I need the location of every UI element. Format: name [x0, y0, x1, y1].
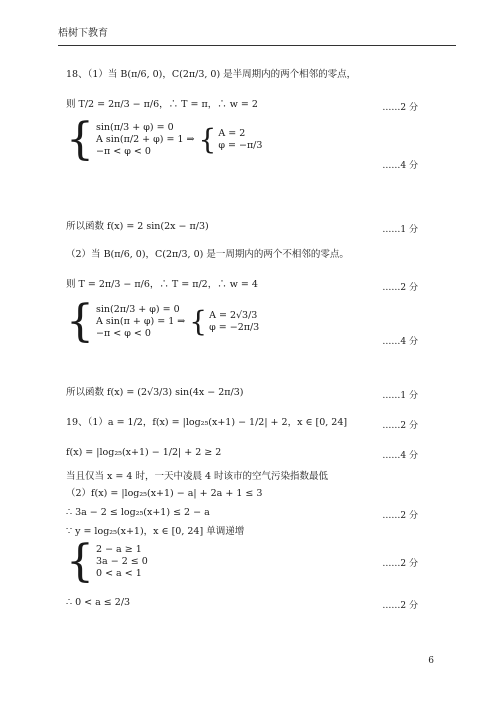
q19-score-a: ……2 分: [382, 421, 418, 431]
q18-sys1-eq1: sin(π/3 + φ) = 0: [96, 122, 174, 134]
q19-line6: ∵ y = log₂₅(x+1)，x ∈ [0, 24] 单调递增: [66, 526, 245, 537]
q18-line3: 所以函数 f(x) = 2 sin(2x − π/3): [66, 221, 209, 232]
q19-line3: 当且仅当 x = 4 时，一天中凌晨 4 时该市的空气污染指数最低: [66, 471, 329, 482]
q18-sys1-res2: φ = −π/3: [218, 140, 263, 151]
q19-sys-eq2: 3a − 2 ≤ 0: [96, 556, 148, 568]
brace-symbol: {: [66, 114, 94, 165]
q18-score4: ……4 分: [382, 161, 418, 171]
q18-sys2-res2: φ = −2π/3: [209, 322, 260, 333]
q18-sys2-res1: A = 2√3/3: [209, 310, 258, 322]
brace-symbol: {: [198, 123, 217, 156]
q19-score-e: ……2 分: [382, 601, 418, 611]
q19-score-d: ……2 分: [382, 559, 418, 569]
brace-symbol: {: [189, 305, 208, 338]
q18-line2: 则 T/2 = 2π/3 − π/6，∴ T = π，∴ w = 2: [66, 99, 258, 110]
q19-line1: 19、（1）a = 1/2，f(x) = |log₂₅(x+1) − 1/2| + 2，x ∈ [0, 24]: [66, 417, 348, 428]
q18-line4: （2）当 B(π/6, 0)，C(2π/3, 0) 是一周期内的两个不相邻的零点。: [66, 249, 349, 260]
q18-sys2-eq1: sin(2π/3 + φ) = 0: [96, 304, 180, 316]
brace-symbol: {: [66, 296, 94, 347]
q19-system: [66, 536, 148, 587]
q19-line5: ∴ 3a − 2 ≤ log₂₅(x+1) ≤ 2 − a: [66, 507, 210, 518]
q18-sys1-res1: A = 2: [218, 128, 246, 140]
q18-score1b: ……1 分: [382, 391, 418, 401]
q18-score2b: ……2 分: [382, 283, 418, 293]
brace-symbol: {: [66, 536, 94, 587]
q18-system1: [66, 114, 263, 165]
q19-sys-eq3: 0 < a < 1: [96, 567, 142, 579]
q19-line7: ∴ 0 < a ≤ 2/3: [66, 597, 131, 608]
header-rule: [58, 45, 456, 46]
q18-sys1-eq3: −π < φ < 0: [96, 145, 151, 157]
page-number: 6: [428, 656, 434, 666]
q18-score2: ……2 分: [382, 103, 418, 113]
q19-line4: （2）f(x) = |log₂₅(x+1) − a| + 2a + 1 ≤ 3: [66, 488, 263, 499]
q19-score-b: ……4 分: [382, 451, 418, 461]
q18-sys1-eq2: A sin(π/2 + φ) = 1 ⇒: [96, 134, 195, 146]
q18-sys2-eq3: −π < φ < 0: [96, 327, 151, 339]
q18-line6: 所以函数 f(x) = (2√3/3) sin(4x − 2π/3): [66, 387, 244, 398]
q18-sys2-eq2: A sin(π + φ) = 1 ⇒: [96, 316, 186, 328]
header-brand: 梧树下教育: [58, 28, 108, 39]
q19-line2: f(x) = |log₂₅(x+1) − 1/2| + 2 ≥ 2: [66, 447, 222, 458]
q18-line5: 则 T = 2π/3 − π/6，∴ T = π/2，∴ w = 4: [66, 279, 258, 290]
q18-score1: ……1 分: [382, 225, 418, 235]
q19-sys-eq1: 2 − a ≥ 1: [96, 544, 142, 556]
q19-score-c: ……2 分: [382, 511, 418, 521]
q18-line1: 18、（1）当 B(π/6, 0)，C(2π/3, 0) 是半周期内的两个相邻的零点，: [66, 69, 357, 80]
q18-score4b: ……4 分: [382, 337, 418, 347]
q18-system2: [66, 296, 260, 347]
